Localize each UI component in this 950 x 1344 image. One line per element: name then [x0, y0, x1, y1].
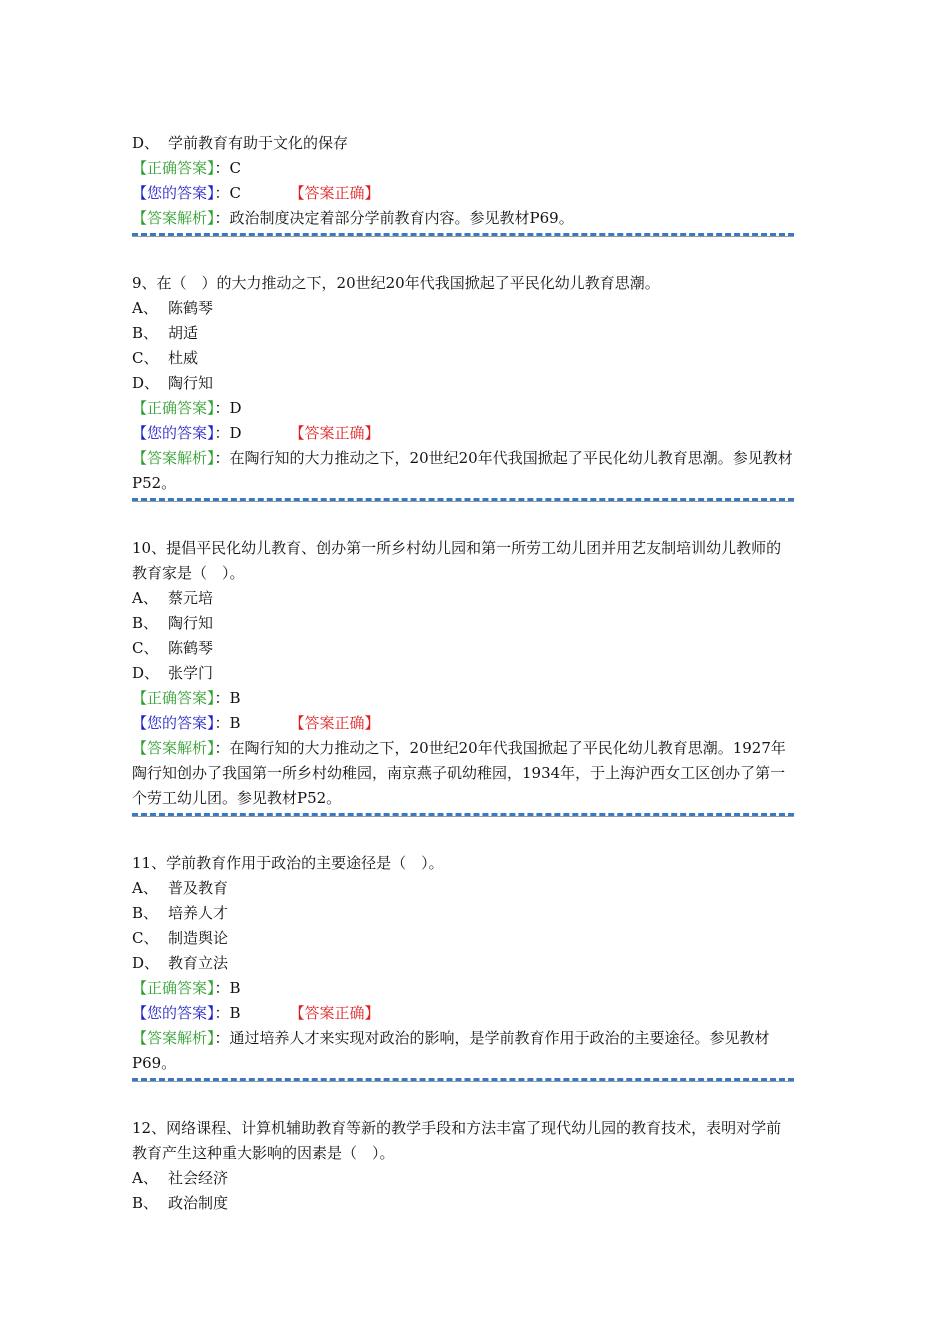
separator — [132, 813, 794, 816]
option-text: 社会经济 — [168, 1169, 229, 1187]
colon: ： — [214, 714, 230, 732]
option-text: 学前教育有助于文化的保存 — [168, 134, 349, 152]
option-text: 陶行知 — [168, 614, 214, 632]
option-text: 陶行知 — [168, 374, 214, 392]
option-b — [132, 901, 794, 926]
option-b — [132, 321, 794, 346]
option-letter: D、 — [132, 374, 160, 392]
your-answer-row — [132, 1001, 794, 1026]
analysis-text: 政治制度决定着部分学前教育内容。参见教材P69。 — [229, 209, 574, 227]
option-text: 教育立法 — [168, 954, 229, 972]
analysis-text: 通过培养人才来实现对政治的影响，是学前教育作用于政治的主要途径。参见教材P69。 — [132, 1029, 770, 1072]
option-text: 制造舆论 — [168, 929, 229, 947]
colon: ： — [214, 424, 230, 442]
question-text: 11、学前教育作用于政治的主要途径是（ ）。 — [132, 854, 444, 872]
correct-answer-label: 【正确答案】 — [132, 399, 215, 417]
colon: ： — [214, 159, 230, 177]
option-text: 陈鹤琴 — [168, 299, 214, 317]
your-answer-row — [132, 421, 794, 446]
correct-answer-row — [132, 156, 794, 181]
option-a — [132, 586, 794, 611]
correct-answer-label: 【正确答案】 — [132, 689, 215, 707]
option-letter: A、 — [132, 299, 158, 317]
colon: ： — [214, 184, 230, 202]
question-text: 12、网络课程、计算机辅助教育等新的教学手段和方法丰富了现代幼儿园的教育技术，表明对学前教育产生这种重大影响的因素是（ ）。 — [132, 1119, 782, 1162]
option-letter: C、 — [132, 639, 159, 657]
colon: ： — [214, 449, 230, 467]
option-letter: B、 — [132, 324, 159, 342]
question-11 — [132, 851, 794, 1081]
correct-answer-value: C — [229, 159, 242, 177]
option-letter: D、 — [132, 134, 160, 152]
colon: ： — [214, 399, 230, 417]
analysis-row — [132, 1026, 794, 1076]
correct-answer-row — [132, 396, 794, 421]
analysis-row — [132, 206, 794, 231]
option-letter: D、 — [132, 954, 160, 972]
option-letter: D、 — [132, 664, 160, 682]
option-letter: B、 — [132, 614, 159, 632]
answer-result-badge: 【答案正确】 — [289, 184, 380, 202]
your-answer-label: 【您的答案】 — [132, 714, 215, 732]
your-answer-label: 【您的答案】 — [132, 1004, 215, 1022]
analysis-label: 【答案解析】 — [132, 449, 215, 467]
your-answer-row — [132, 711, 794, 736]
colon: ： — [214, 739, 230, 757]
analysis-text: 在陶行知的大力推动之下，20世纪20年代我国掀起了平民化幼儿教育思潮。参见教材P52。 — [132, 449, 793, 492]
question-8-tail — [132, 131, 794, 236]
option-text: 张学门 — [168, 664, 214, 682]
correct-answer-label: 【正确答案】 — [132, 979, 215, 997]
your-answer-value: C — [229, 184, 242, 202]
your-answer-value: B — [229, 714, 241, 732]
colon: ： — [214, 979, 230, 997]
answer-result-badge: 【答案正确】 — [289, 424, 380, 442]
option-letter: A、 — [132, 1169, 158, 1187]
option-letter: C、 — [132, 349, 159, 367]
your-answer-value: B — [229, 1004, 241, 1022]
option-text: 杜威 — [168, 349, 199, 367]
answer-result-badge: 【答案正确】 — [289, 714, 380, 732]
correct-answer-label: 【正确答案】 — [132, 159, 215, 177]
option-b — [132, 611, 794, 636]
option-letter: C、 — [132, 929, 159, 947]
option-b — [132, 1191, 794, 1216]
correct-answer-value: B — [229, 689, 241, 707]
option-a — [132, 876, 794, 901]
question-9 — [132, 271, 794, 501]
option-d — [132, 371, 794, 396]
correct-answer-row — [132, 976, 794, 1001]
colon: ： — [214, 1029, 230, 1047]
option-c — [132, 636, 794, 661]
question-12 — [132, 1116, 794, 1216]
your-answer-value: D — [229, 424, 242, 442]
separator — [132, 1078, 794, 1081]
question-10 — [132, 536, 794, 816]
option-a — [132, 1166, 794, 1191]
document-page — [132, 131, 794, 1216]
your-answer-label: 【您的答案】 — [132, 184, 215, 202]
option-text: 培养人才 — [168, 904, 229, 922]
option-text: 胡适 — [168, 324, 199, 342]
option-text: 普及教育 — [168, 879, 229, 897]
analysis-row — [132, 446, 794, 496]
question-text: 10、提倡平民化幼儿教育、创办第一所乡村幼儿园和第一所劳工幼儿团并用艺友制培训幼儿教师的教育家是（ ）。 — [132, 539, 782, 582]
colon: ： — [214, 209, 230, 227]
correct-answer-value: B — [229, 979, 241, 997]
colon: ： — [214, 689, 230, 707]
answer-result-badge: 【答案正确】 — [289, 1004, 380, 1022]
separator — [132, 233, 794, 236]
your-answer-label: 【您的答案】 — [132, 424, 215, 442]
colon: ： — [214, 1004, 230, 1022]
option-d — [132, 131, 794, 156]
analysis-label: 【答案解析】 — [132, 1029, 215, 1047]
analysis-row — [132, 736, 794, 811]
option-d — [132, 951, 794, 976]
option-letter: A、 — [132, 879, 158, 897]
option-d — [132, 661, 794, 686]
analysis-text: 在陶行知的大力推动之下，20世纪20年代我国掀起了平民化幼儿教育思潮。1927年陶行知创办了我国第一所乡村幼稚园，南京燕子矶幼稚园，1934年，于上海沪西女工区创办了第一个劳工幼儿团。参见教材P52。 — [132, 739, 786, 807]
correct-answer-row — [132, 686, 794, 711]
analysis-label: 【答案解析】 — [132, 739, 215, 757]
option-c — [132, 926, 794, 951]
option-c — [132, 346, 794, 371]
option-text: 政治制度 — [168, 1194, 229, 1212]
option-letter: B、 — [132, 1194, 159, 1212]
option-letter: B、 — [132, 904, 159, 922]
correct-answer-value: D — [229, 399, 242, 417]
analysis-label: 【答案解析】 — [132, 209, 215, 227]
question-text: 9、在（ ）的大力推动之下，20世纪20年代我国掀起了平民化幼儿教育思潮。 — [132, 274, 660, 292]
option-letter: A、 — [132, 589, 158, 607]
option-text: 蔡元培 — [168, 589, 214, 607]
your-answer-row — [132, 181, 794, 206]
separator — [132, 498, 794, 501]
option-text: 陈鹤琴 — [168, 639, 214, 657]
option-a — [132, 296, 794, 321]
